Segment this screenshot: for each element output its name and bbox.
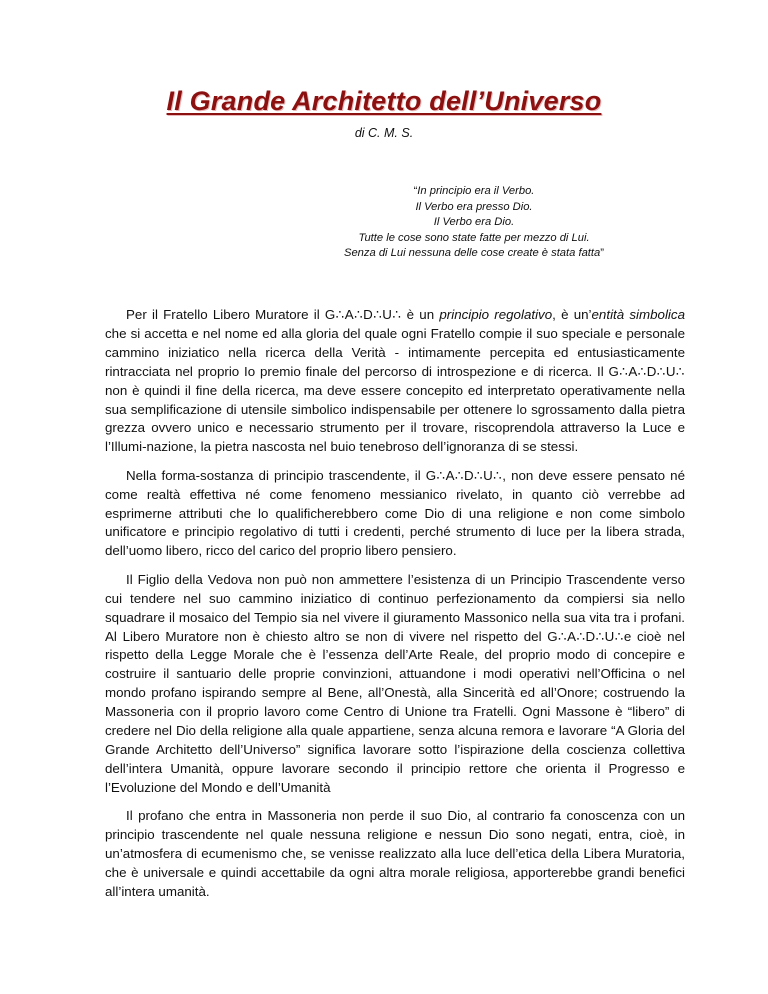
- epigraph-line: “In principio era il Verbo.: [413, 185, 535, 197]
- gadu-abbreviation: G∴A∴D∴U∴: [608, 363, 685, 379]
- emphasis-text: principio regolativo: [439, 307, 553, 322]
- close-quote: ”: [600, 247, 604, 260]
- paragraph-2: Nella forma-sostanza di principio trascendente, il G∴A∴D∴U∴, non deve essere pensato né come realtà effettiva né come fenomeno messianico rivelato, in quanto ciò verrebbe ad esprimerne attributi che lo qualificherebbero come Dio di una religione e non come simbolo unificatore e principio regolativo di tutti i credenti, perché strumento di luce per la libera strada, dell’uomo libero, ricco del carico del proprio libero pensiero.: [105, 467, 685, 559]
- gadu-abbreviation: G∴A∴D∴U∴: [324, 307, 402, 322]
- paragraph-3: Il Figlio della Vedova non può non ammettere l’esistenza di un Principio Trascendente verso cui tendere nel suo cammino iniziatico di continuo perfezionamento da compiersi sia nello squadrare il mosaico del Tempio sia nel vivere il giuramento Massonico nella sua vita tra i profani. Al Libero Muratore non è chiesto altro se non di vivere nel rispetto del G∴A∴D∴U∴e cioè nel rispetto della Legge Morale che è l’essenza dell’Arte Reale, del proprio modo di concepire e costruire il santuario delle proprie convinzioni, attuandone i modi operativi nell’Officina o nel mondo profano ispirando sempre al Bene, all’Onestà, alla Sincerità ed all’Onore; costruendo la Massoneria con il proprio lavoro come Centro di Unione tra Fratelli. Ogni Massone è “libero” di credere nel Dio della religione alla quale appartiene, senza alcuna remora e lavorare “A Gloria del Grande Architetto dell’Universo” significa lavorare sotto l’ispirazione della coscienza collettiva dell’intera Umanità, oppure lavorare secondo il principio rettore che orienta il Progresso e l’Evoluzione del Mondo e dell’Umanità: [105, 571, 685, 795]
- gadu-abbreviation: G∴A∴D∴U∴: [425, 467, 503, 483]
- emphasis-text: entità simbolica: [591, 307, 685, 322]
- epigraph-line: Tutte le cose sono state fatte per mezzo di Lui.: [358, 231, 590, 244]
- epigraph-line: Il Verbo era presso Dio.: [415, 200, 533, 213]
- body-text: [105, 306, 685, 911]
- epigraph-line: Il Verbo era Dio.: [433, 216, 515, 229]
- paragraph-1: Per il Fratello Libero Muratore il G∴A∴D∴U∴ è un principio regolativo, è un’entità simbolica che si accetta e nel nome ed alla gloria del quale ogni Fratello compie il suo speciale e personale cammino iniziatico nella ricerca della Verità - intimamente percepita ed entusiasticamente rintracciata nel proprio Io premio finale del percorso di introspezione e di ricerca. Il G∴A∴D∴U∴ non è quindi il fine della ricerca, ma deve essere concepito ed interpretato operativamente nella sua semplificazione di utensile simbolico indispensabile per ottenere lo sgrossamento dalla pietra grezza ovvero unico e necessario strumento per il trovare, riscoprendola attraverso la Luce e l’Illumi-nazione, la pietra nascosta nel buio tenebroso dell’ignoranza di se stessi.: [105, 307, 685, 455]
- epigraph: [264, 184, 684, 262]
- epigraph-line: Senza di Lui nessuna delle cose create è stata fatta”: [344, 247, 604, 260]
- document-title: Il Grande Architetto dell’Universo: [166, 86, 602, 116]
- open-quote: “: [413, 185, 418, 197]
- author-byline: di C. M. S.: [354, 126, 414, 140]
- gadu-abbreviation: G∴A∴D∴U∴: [547, 628, 624, 644]
- paragraph-4: Il profano che entra in Massoneria non perde il suo Dio, al contrario fa conoscenza con un principio trascendente nel quale nessuna religione e nessun Dio sono negati, entra, cioè, in un’atmosfera di ecumenismo che, se venisse realizzato alla luce dell’etica della Libera Muratoria, che è universale e quindi accettabile da ogni altra morale religiosa, apporterebbe grandi benefici all’intera umanità.: [105, 808, 685, 899]
